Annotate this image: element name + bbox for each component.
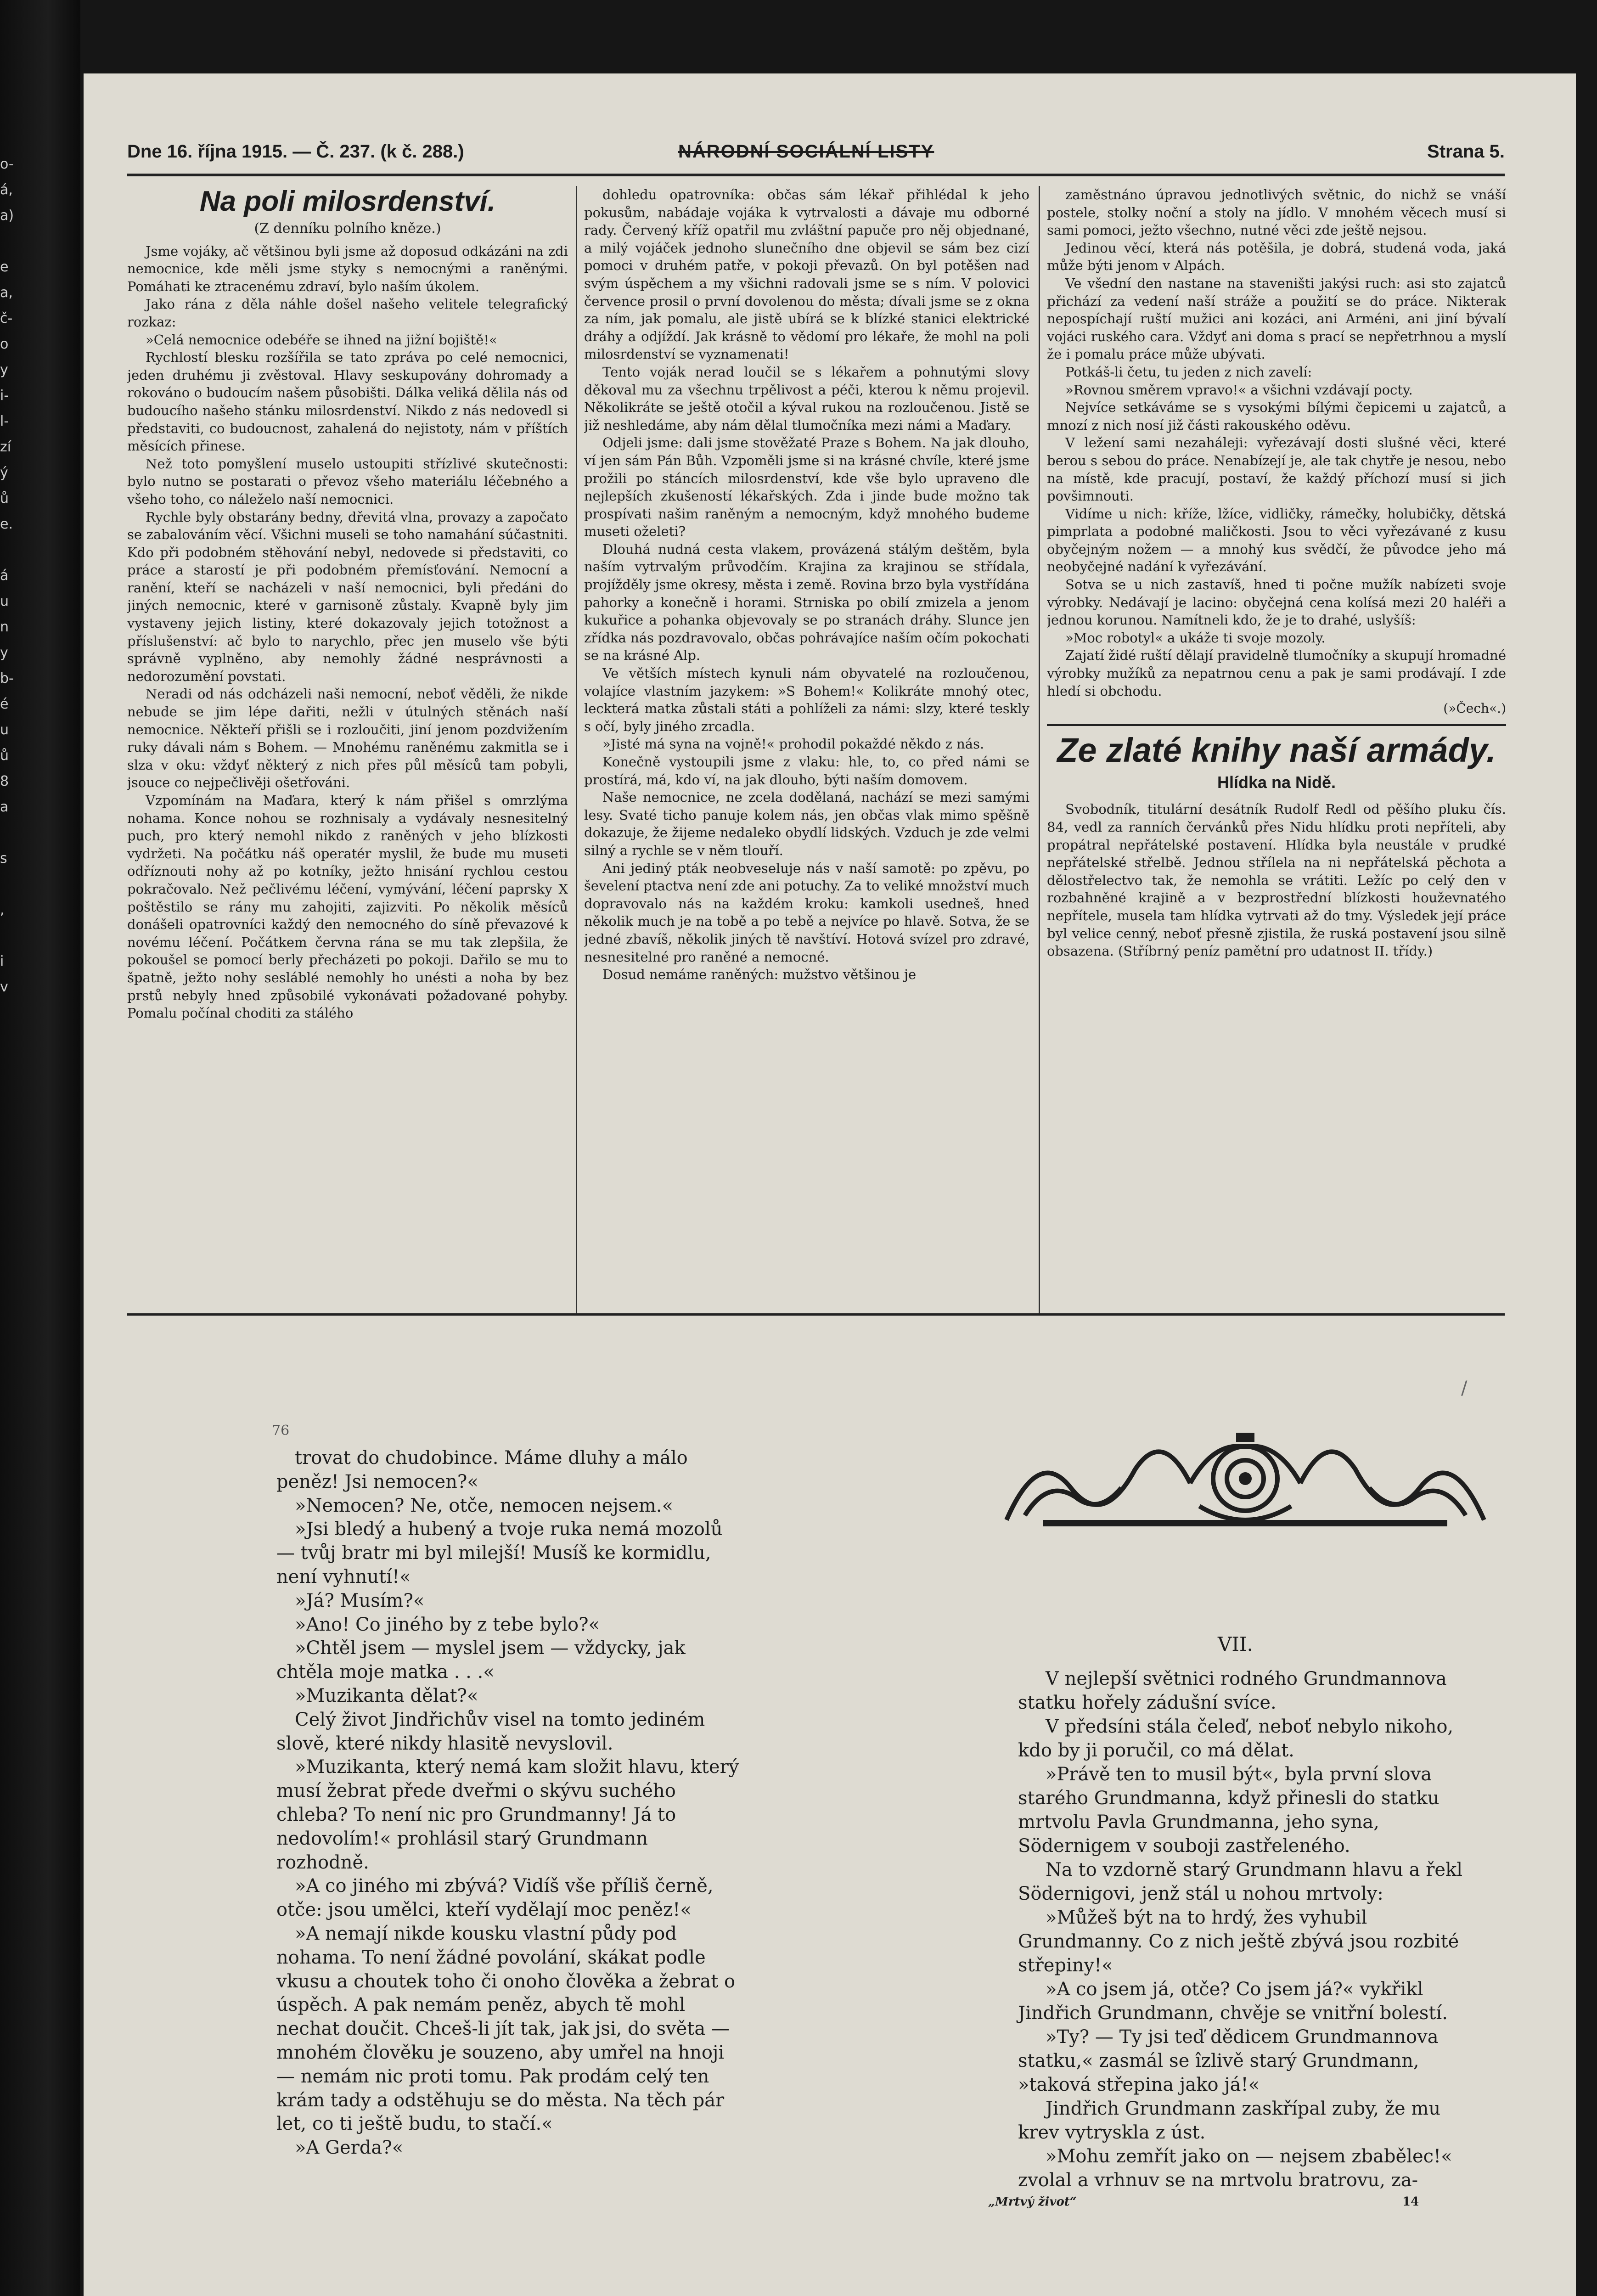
paragraph: dohledu opatrovníka: občas sám lékař přihlédal k jeho pokusům, nabádaje vojáka k vytrvalosti a dávaje mu odborné rady. Červený kříž opatřil mu zvláštní papuče pro něj objednané, a milý vojáček jednoho slunečního dne objevil se sám bez cizí pomoci v druhém patře, v pokoji převazů. On byl potěšen nad svým úspěchem a my všichni radovali jsme se s ním. V polovici července prosil o první dovolenou do města; dívali jsme se z okna za ním, jak pomalu, ale jistě ubírá se k blízké stanici elektrické dráhy a odjíždí. Jak krásně to vědomí pro lékaře, že mohl na poli milosrdenství se vyznamenati! [584, 187, 1029, 362]
paragraph: V ležení sami nezaháleji: vyřezávají dosti slušné věci, které berou s sebou do práce. Nenabízejí je, ale tak chytře je nesou, nebo na místě, kde pracují, postaví, že každý příchozí musí si jich povšimnouti. [1047, 435, 1506, 504]
paragraph: Jindřich Grundmann zaskřípal zuby, že mu krev vytryskla z úst. [1018, 2098, 1441, 2143]
article-body-continued [584, 186, 1029, 984]
book-title-footer: „Mrtvý život“ [988, 2195, 1077, 2209]
paragraph: Ani jediný pták neobveseluje nás v naší samotě: po zpěvu, po ševelení ptactva není zde ani potuchy. Za to veliké množství much dopravovalo nás na každém kroku: kamkoli usedneš, hned několik much je na tobě a po tebě a nejvíce po hlavě. Sotva, že se jedné zbavíš, několik jiných tě navštíví. Hotová svízel pro zdravé, nesnesitelné pro raněné a nemocné. [584, 860, 1029, 965]
margin-fragment: b- [0, 670, 14, 687]
margin-fragment: y [0, 362, 8, 378]
paragraph: »A Gerda?« [295, 2137, 404, 2159]
margin-fragment: l- [0, 413, 9, 429]
paragraph: »Jsi bledý a hubený a tvoje ruka nemá mozolů — tvůj bratr mi byl milejší! Musíš ke kormidlu, není vyhnutí!« [276, 1519, 723, 1587]
paragraph: Dlouhá nudná cesta vlakem, provázená stálým deštěm, byla naším vytrvalým průvodčím. Krajina za krajinou se střídala, projížděly jsme okresy, města i země. Rovina brzo byla vystřídána pahorky a konečně i horami. Strniska po obilí zmizela a jenom kukuřice a pohanka objevovaly se po stranách dráhy. Slunce jen zřídka nás pozdravovalo, občas pohrávajíce naším očím pokochati se na krásné Alp. [584, 541, 1029, 664]
paragraph: Jsme vojáky, ač většinou byli jsme až doposud odkázáni na zdi nemocnice, kde měli jsme styky s nemocnými a raněnými. Pomáhati ke ztracenému zdraví, bylo naším úkolem. [127, 243, 568, 294]
page-bottom-rule [127, 1313, 1505, 1316]
story-fragment-right [1018, 1667, 1486, 2192]
paragraph: »Nemocen? Ne, otče, nemocen nejsem.« [295, 1495, 674, 1516]
margin-fragment: i- [0, 388, 9, 404]
column-divider [576, 186, 577, 1316]
paragraph: Než toto pomyšlení muselo ustoupiti střízlivé skutečnosti: bylo nutno se postarati o převoz všeho materiálu léčebného a všeho toho, co náleželo naší nemocnici. [127, 456, 568, 507]
margin-fragment: y [0, 645, 8, 661]
paragraph: »A co jsem já, otče? Co jsem já?« vykřikl Jindřich Grundmann, chvěje se vnitřní bolestí. [1018, 1979, 1448, 2024]
story-body [1018, 1667, 1486, 2192]
paragraph: Odjeli jsme: dali jsme stověžaté Praze s Bohem. Na jak dlouho, ví jen sám Pán Bůh. Vzpoměli jsme si na krásné chvíle, které jsme prožili po stáncích milosrdenství, kde vše bylo upraveno dle nejlepších zkušeností lékařských. Zda i jinde bude možno tak prospívati našim raněným a nemocným, když mnohého budeme museti oželeti? [584, 435, 1029, 540]
paragraph: »Já? Musím?« [295, 1590, 425, 1611]
paragraph: Neradi od nás odcházeli naši nemocní, neboť věděli, že nikde nebude se jim lépe dařiti, nežli v útulných stěnách naší nemocnice. Někteří přišli se i rozloučiti, jiní jenom pozdvižením ruky dávali nám s Bohem. — Mnohému raněnému zakmitla se i slza v oku: vždyť některý z nich přes půl měsíců tam pobyli, jsouce co nejpečlivěji ošetřováni. [127, 686, 568, 791]
margin-fragment: o [0, 336, 9, 352]
page-corner-number: 76 [272, 1423, 290, 1439]
paragraph: Konečně vystoupili jsme z vlaku: hle, to, co před námi se prostírá, má, kdo ví, na jak dlouho, býti naším domovem. [584, 754, 1029, 788]
margin-fragment: u [0, 593, 9, 609]
paragraph: »Chtěl jsem — myslel jsem — vždycky, jak chtěla moje matka . . .« [276, 1638, 686, 1683]
margin-fragment: é [0, 696, 9, 712]
article2-body [1047, 800, 1506, 960]
page-header [127, 141, 1505, 176]
paragraph: Dosud nemáme raněných: mužstvo většinou je [602, 967, 917, 983]
paragraph: Sotva se u nich zastavíš, hned ti počne mužík nabízeti svoje výrobky. Nedávají je lacino: obyčejná cena kolísá mezi 20 haléři a jednou korunou. Namítneli kdo, že je to drahé, uslyšíš: [1047, 577, 1506, 628]
margin-fragment [0, 537, 28, 563]
paragraph: zaměstnáno úpravou jednotlivých světnic, do nichž se vnáší postele, stolky noční a stoly na jídlo. V mnohém věcech musí si sami pomoci, ježto všechno, nutné věci zde ještě nejsou. [1047, 187, 1506, 238]
margin-fragment: i [0, 953, 4, 969]
paragraph: »A nemají nikde kousku vlastní půdy pod nohama. To není žádné povolání, skákat podle vkusu a choutek toho či onoho člověka a žebrat o úspěch. A pak nemám peněz, abych tě mohl nechat doučit. Chceš-li jít tak, jak jsi, do světa — mnohém člověku je souzeno, aby umřel na hnoji — nemám nic proti tomu. Pak prodám celý ten krám tady a odstěhuju se do města. Na těch pár let, co ti ještě budu, to stačí.« [276, 1923, 736, 2135]
newspaper-page [84, 73, 1576, 2296]
margin-fragment: ů [0, 748, 9, 764]
ornament-graphic [997, 1428, 1493, 1534]
paragraph: trovat do chudobince. Máme dluhy a málo peněz! Jsi nemocen?« [276, 1447, 688, 1492]
margin-fragment [0, 872, 28, 897]
section-divider [1047, 724, 1506, 726]
margin-fragment: a [0, 799, 9, 815]
story-fragment-left [272, 1423, 745, 2160]
article-body-continued [1047, 186, 1506, 700]
article-subtitle: (Z denníku polního kněze.) [254, 220, 441, 236]
column-divider [1039, 186, 1040, 1316]
paragraph: Zajatí židé ruští dělají pravidelně tlumočníky a skupují hromadné výrobky mužíků za nepatrnou cenu a pak je sami prodávají. I zde hledí si obchodu. [1047, 647, 1506, 699]
adjacent-page-margin-fragments [0, 152, 28, 1254]
margin-fragment: e [0, 259, 9, 275]
paragraph: »Muzikanta dělat?« [295, 1685, 478, 1706]
paragraph: »Ano! Co jiného by z tebe bylo?« [295, 1614, 600, 1635]
margin-fragment: 8 [0, 773, 9, 789]
chapter-number: VII. [1218, 1633, 1253, 1655]
decorative-ornament [997, 1428, 1493, 1534]
paragraph: Rychlostí blesku rozšířila se tato zpráva po celé nemocnici, jeden druhému ji zvěstoval. Hlavy seskupovány dohromady a rokováno o budoucím našem působišti. Dálka veliká dělila nás od budoucího našeho stánku milosrdenství. Nikdo z nás nedovedl si představiti, co budoucnost, zahalená do nejistoty, nám v příštích měsících přinese. [127, 349, 568, 454]
paragraph: V nejlepší světnici rodného Grundmannova statku hořely zádušní svíce. [1018, 1668, 1447, 1713]
margin-fragment: ů [0, 490, 9, 506]
paragraph: »Rovnou směrem vpravo!« a všichni vzdávají pocty. [1065, 382, 1413, 398]
margin-fragment: č- [0, 310, 13, 326]
margin-fragment [0, 820, 28, 846]
margin-fragment: a) [0, 208, 14, 224]
margin-fragment: n [0, 619, 9, 635]
paragraph: Tento voják nerad loučil se s lékařem a pohnutými slovy děkoval mu za všechnu trpělivost a péči, kterou k němu projevil. Několikráte se ještě otočil a kýval rukou na rozloučenou. Jistě se již neshledáme, aby nám dělal tlumočníka mezi námi a Maďary. [584, 364, 1029, 433]
paragraph: Celý život Jindřichův visel na tomto jediném slově, které nikdy hlasitě nevyslovil. [276, 1709, 705, 1754]
story-body [276, 1446, 745, 2160]
paragraph: Ve větších místech kynuli nám obyvatelé na rozloučenou, volajíce vlastním jazykem: »S Bohem!« Kolikráte mnohý otec, leckterá matka zůstali státi a pohlíželi za námi: slzy, které teskly s očí, byly jiného zrcadla. [584, 665, 1029, 734]
paragraph: Jako rána z děla náhle došel našeho velitele telegrafický rozkaz: [127, 296, 568, 330]
margin-fragment: e. [0, 516, 13, 532]
paragraph: Rychle byly obstarány bedny, dřevitá vlna, provazy a započato se zabalováním věcí. Všichni museli se toho namahání súčastniti. Kdo při podobném stěhování nebyl, nedovede si představiti, co práce a starostí je při podobném přemísťování. Nemocní a ranění, kteří se nacházeli v naší nemocnici, byli předáni do jiných nemocnic, které v garnisoně zůstaly. Kvapně byly jim vystaveny jejich listiny, které dokazovaly jejich totožnost a příslušenství: ač bylo to narychlo, přec jen muselo vše býti správně vyplněno, aby nemohly žádné nesprávnosti a nedorozumění povstati. [127, 509, 568, 684]
paragraph: Nejvíce setkáváme se s vysokými bílými čepicemi u zajatců, a mnozí z nich nosí již části rakouského oděvu. [1047, 400, 1506, 433]
paragraph: »Muzikanta, který nemá kam složit hlavu, který musí žebrat přede dveřmi o skývu suchého chleba? To není nic pro Grundmanny! Já to nedovolím!« prohlásil starý Grundmann rozhodně. [276, 1756, 739, 1873]
paragraph: »A co jiného mi zbývá? Vidíš vše příliš černě, otče: jsou umělci, kteří vydělají moc peněz!« [276, 1875, 714, 1921]
stray-mark: / [1461, 1378, 1468, 1399]
margin-fragment [0, 923, 28, 949]
margin-fragment [0, 229, 28, 254]
margin-fragment: , [0, 902, 5, 918]
paragraph: Na to vzdorně starý Grundmann hlavu a řekl Södernigovi, jenž stál u nohou mrtvoly: [1018, 1859, 1463, 1904]
article-body [127, 242, 568, 1022]
paragraph: »Právě ten to musil být«, byla první slova starého Grundmanna, když přinesli do statku mrtvolu Pavla Grundmanna, jeho syna, Södernigem v souboji zastřeleného. [1018, 1764, 1440, 1857]
paragraph: »Moc robotyl« a ukáže ti svoje mozoly. [1065, 630, 1326, 646]
margin-fragment: v [0, 979, 8, 995]
paragraph: »Ty? — Ty jsi teď dědicem Grundmannova statku,« zasmál se îzlivě starý Grundmann, »taková střepina jako já!« [1018, 2026, 1439, 2095]
paragraph: Vidíme u nich: kříže, lžíce, vidličky, rámečky, holubičky, dětská pimprlata a podobné maličkosti. Jsou to věci vyřezávané z kusu obyčejným nožem — a mnohý kus svědčí, že původce jeho má neobyčejné nadání k vyřezávání. [1047, 506, 1506, 575]
column-3 [1047, 186, 1506, 1334]
paragraph: »Můžeš být na to hrdý, žes vyhubil Grundmanny. Co z nich ještě zbývá jsou rozbité střepiny!« [1018, 1907, 1459, 1976]
margin-fragment: ý [0, 465, 8, 481]
paragraph: Ve všední den nastane na staveništi jakýsi ruch: asi sto zajatců přichází za vedení naší stráže a použití se do práce. Nikterak nepospíchají ruští mužici ani kozáci, ani Arméni, ani jiní bývalí vojáci ruského cara. Vždyť ani doma s prací se nepřetrhnou a myslí že i pomalu práce může ubývati. [1047, 275, 1506, 362]
column-1 [127, 186, 568, 1306]
margin-fragment: a, [0, 285, 13, 301]
margin-fragment: s [0, 850, 7, 867]
paragraph: »Jisté má syna na vojně!« prohodil pokaždé někdo z nás. [602, 736, 984, 752]
header-date-issue: Dne 16. října 1915. — Č. 237. (k č. 288.) [127, 141, 464, 162]
header-masthead: NÁRODNÍ SOCIÁLNÍ LISTY [678, 141, 934, 162]
paragraph: V předsíni stála čeleď, neboť nebylo nikoho, kdo by ji poručil, co má dělat. [1018, 1716, 1454, 1761]
paragraph: »Mohu zemřít jako on — nejsem zbabělec!« zvolal a vrhnuv se na mrtvolu bratrovu, za- [1018, 2146, 1452, 2191]
margin-fragment: á [0, 568, 9, 584]
paragraph: Potkáš-li četu, tu jeden z nich zavelí: [1065, 364, 1312, 380]
margin-fragment: u [0, 722, 9, 738]
margin-fragment: zí [0, 439, 11, 455]
paragraph: Jedinou věcí, která nás potěšila, je dobrá, studená voda, jaká může býti jenom v Alpách. [1047, 240, 1506, 274]
paragraph: Svobodník, titulární desátník Rudolf Redl od pěšího pluku čís. 84, vedl za ranních červánků přes Nidu hlídku proti nepříteli, aby propátral nepřátelské postavení. Hlídka byla neustále v prudké nepřátelské střelbě. Jednou střílela na ni nepřátelská pěchota a dělostřelectvo tak, že nemohla se vrátiti. Ležíc po celý den v rozbahněné krajině a v bezprostřední blízkosti houževnatého nepřítele, musela tam hlídka vytrvati až do tmy. Výsledek její práce byl velice cenný, neboť přesně zjistila, že ruská postavení jsou silně obsazena. (Stříbrný peníz pamětní pro udatnost II. třídy.) [1047, 801, 1506, 959]
article2-title: Ze zlaté knihy naší armády. [1057, 731, 1496, 769]
source-signature: (»Čech«.) [1443, 701, 1506, 716]
margin-fragment: á, [0, 182, 13, 198]
paragraph: Vzpomínám na Maďara, který k nám přišel s omrzlýma nohama. Konce nohou se rozhnisaly a vydávaly nesnesitelný puch, pro který nemohl nikdo z raněných v jeho blízkosti vydržeti. Na počátku náš operatér myslil, že bude mu museti odříznouti nohy až po kotníky, ježto hnisání rychlou cestou pokračovalo. Než pečlivému léčení, vymývání, léčení paprsky X poštěstilo se rány mu zahojiti, zajizviti. Po několik měsíců donášeli opatrovníci každý den nemocného do síně převazové k novému léčení. Počátkem června rána se mu tak zlepšila, že pokoušel se pomocí berly přecházeti po pokoji. Dařilo se mu to špatně, ježto nohy sesláblé nemohly ho unésti a noha by bez prstů nebyly hned způsobilé vykonávati požadované pohyby. Pomalu počínal choditi za stálého [127, 793, 568, 1021]
column-2 [584, 186, 1029, 1302]
header-page-number: Strana 5. [1427, 141, 1505, 162]
margin-fragment: o- [0, 156, 14, 172]
paragraph: Naše nemocnice, ne zcela dodělaná, nachází se mezi samými lesy. Svaté ticho panuje kolem nás, jen občas vlak mimo spěšně dokazuje, že žijeme nedaleko obydlí lidských. Vzduch je zde velmi silný a rychle se v něm tlouří. [584, 789, 1029, 858]
signature-mark: 14 [1402, 2195, 1419, 2209]
article2-subtitle: Hlídka na Nidě. [1217, 772, 1336, 792]
article-title: Na poli milosrdenství. [199, 186, 496, 217]
paragraph: »Celá nemocnice odebéře se ihned na jižní bojiště!« [146, 332, 497, 348]
